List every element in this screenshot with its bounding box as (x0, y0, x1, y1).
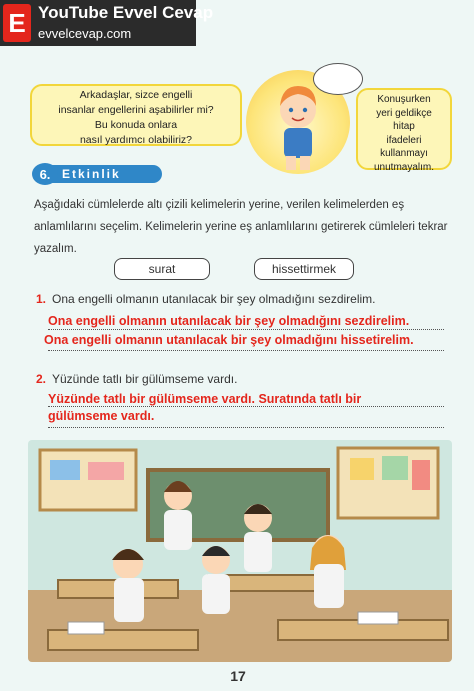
bubble-line: hitap (393, 121, 415, 132)
page-number: 17 (230, 668, 246, 684)
bubble-line: Bu konuda onlara (94, 119, 178, 131)
bubble-line: insanlar engellerini aşabilirler mi? (58, 104, 214, 116)
speech-bubble-tip (356, 88, 452, 173)
channel-site[interactable]: evvelcevap.com (38, 26, 132, 41)
question-number: 1. (36, 292, 47, 306)
writing-line (48, 350, 444, 351)
channel-logo: E (3, 4, 31, 42)
writing-line (48, 427, 444, 428)
bubble-line: unutmayalım. (373, 161, 435, 173)
answer-line: Yüzünde tatlı bir gülümseme vardı. Suratında tatlı bir (48, 392, 362, 406)
word-option-surat: surat (114, 258, 210, 280)
activity-instructions: Aşağıdaki cümlelerde altı çizili kelimelerin yerine, verilen kelimelerden eş anlamlılarını seçelim. Kelimelerin yerine eş anlamlılarını getirerek cümleleri tekrar yazalım. (34, 199, 448, 255)
channel-title[interactable]: YouTube Evvel Cevap (38, 3, 214, 22)
bubble-line: ifadeleri (386, 134, 422, 146)
classroom-illustration (28, 440, 452, 662)
answer-line: Ona engelli olmanın utanılacak bir şey olmadığını hissetirelim. (44, 333, 414, 347)
writing-line (48, 406, 444, 407)
activity-number: 6. (32, 163, 58, 185)
bubble-line: yeri geldikçe (376, 107, 432, 119)
thought-bubble (313, 63, 363, 95)
question-text: Ona engelli olmanın utanılacak bir şey olmadığını sezdirelim. (52, 292, 376, 306)
bubble-line: nasıl yardımcı olabiliriz? (79, 134, 193, 146)
speech-bubble-question (30, 84, 242, 146)
answer-line: Ona engelli olmanın utanılacak bir şey olmadığını sezdirelim. (48, 314, 410, 328)
channel-header (0, 0, 214, 46)
activity-label: Etkinlik (52, 165, 162, 183)
bubble-line: Konuşurken (377, 94, 431, 105)
answer-line: gülümseme vardı. (48, 409, 155, 423)
bubble-line: Arkadaşlar, sizce engelli (79, 89, 193, 101)
bubble-line: kullanmayı (380, 148, 428, 159)
question-number: 2. (36, 372, 47, 386)
activity-badge (32, 163, 164, 185)
word-option-hissettirmek: hissettirmek (254, 258, 354, 280)
writing-line (48, 329, 444, 330)
question-text: Yüzünde tatlı bir gülümseme vardı. (52, 372, 238, 386)
